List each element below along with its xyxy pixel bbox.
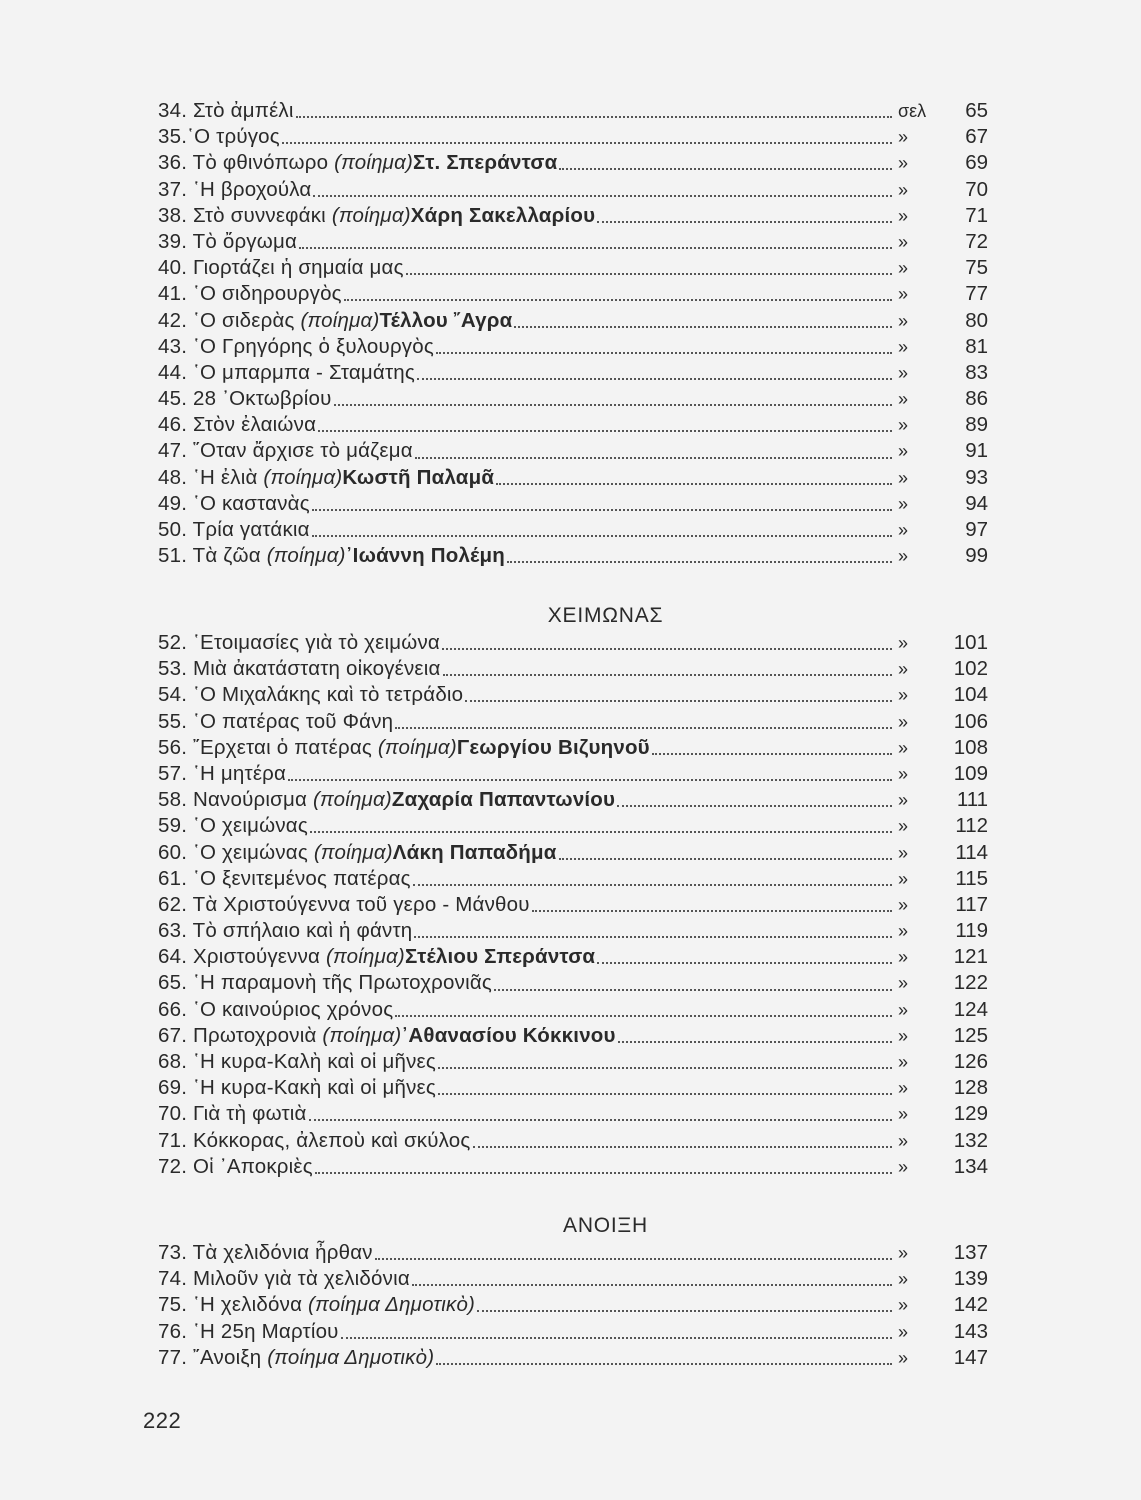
entry-title bbox=[158, 892, 530, 918]
dot-leader bbox=[465, 700, 892, 702]
entry-title-text: 39. Τὸ ὄργωμα bbox=[158, 229, 298, 253]
entry-author: Κωστῆ Παλαμᾶ bbox=[342, 465, 495, 489]
entry-page-number: 93 bbox=[965, 465, 988, 489]
dot-leader bbox=[597, 962, 892, 964]
toc-entry bbox=[158, 787, 988, 813]
entry-title bbox=[158, 682, 463, 708]
dot-leader bbox=[413, 884, 892, 886]
page-marker: » bbox=[898, 520, 909, 540]
toc-entry bbox=[158, 1240, 988, 1266]
entry-title bbox=[158, 150, 557, 176]
toc-entry bbox=[158, 761, 988, 787]
toc-entry bbox=[158, 386, 988, 412]
entry-title bbox=[158, 491, 310, 517]
entry-genre: (ποίημα) bbox=[263, 465, 343, 489]
dot-leader bbox=[532, 910, 892, 912]
entry-title-text: 54. ῾Ο Μιχαλάκης καὶ τὸ τετράδιο bbox=[158, 683, 464, 707]
entry-title bbox=[158, 1023, 616, 1049]
entry-page-number: 139 bbox=[953, 1267, 988, 1291]
section-title-winter: ΧΕΙΜΩΝΑΣ bbox=[547, 604, 664, 627]
dot-leader bbox=[617, 805, 892, 807]
dot-leader bbox=[334, 404, 892, 406]
dot-leader bbox=[414, 936, 892, 938]
dot-leader bbox=[477, 1310, 892, 1312]
toc-entry bbox=[158, 656, 988, 682]
entry-title-text: 64. Χριστούγεννα bbox=[158, 945, 326, 969]
page-marker: » bbox=[898, 1104, 909, 1125]
entry-title bbox=[158, 1292, 475, 1318]
entry-author: Χάρη Σακελλαρίου bbox=[410, 203, 596, 227]
toc-entry bbox=[158, 360, 988, 386]
entry-title bbox=[158, 1128, 471, 1154]
toc-entry bbox=[158, 918, 988, 944]
entry-page-number: 80 bbox=[965, 308, 988, 332]
entry-title-text: 49. ῾Ο καστανὰς bbox=[158, 491, 310, 515]
entry-page-number: 126 bbox=[953, 1050, 988, 1073]
page-marker: » bbox=[898, 868, 909, 889]
dot-leader bbox=[507, 561, 892, 563]
entry-genre: (ποίημα) bbox=[377, 735, 457, 759]
entry-title-text: 59. ῾Ο χειμώνας bbox=[158, 814, 308, 838]
entry-page-number: 134 bbox=[953, 1154, 988, 1178]
entry-page-number: 104 bbox=[953, 683, 988, 707]
entry-title-text: 38. Στὸ συννεφάκι bbox=[158, 203, 332, 227]
entry-page-number: 111 bbox=[956, 788, 988, 812]
toc-entry bbox=[158, 229, 988, 255]
entry-title-text: 37. ῾Η βροχούλα bbox=[158, 177, 312, 201]
dot-leader bbox=[395, 1015, 892, 1017]
toc-entry bbox=[158, 630, 988, 656]
entry-title bbox=[158, 735, 650, 761]
toc-entry bbox=[158, 150, 988, 176]
entry-title-text: 57. ῾Η μητέρα bbox=[158, 761, 287, 785]
entry-title bbox=[158, 124, 280, 150]
entry-title-text: 77. ῎Ανοιξη bbox=[158, 1345, 268, 1369]
toc-entry bbox=[158, 1049, 988, 1075]
entry-page-number: 89 bbox=[965, 413, 988, 437]
page-marker: » bbox=[898, 1078, 909, 1099]
entry-page-number: 94 bbox=[965, 491, 988, 515]
entry-title-text: 72. Οἱ ᾽Αποκριὲς bbox=[158, 1154, 313, 1178]
entry-genre: (ποίημα Δημοτικὸ) bbox=[267, 1345, 435, 1369]
dot-leader bbox=[310, 831, 892, 833]
page-marker: » bbox=[898, 362, 909, 383]
toc-entry bbox=[158, 813, 988, 839]
entry-title bbox=[158, 465, 494, 491]
page-marker: » bbox=[898, 284, 909, 305]
page-marker: » bbox=[898, 1130, 909, 1151]
dot-leader bbox=[559, 168, 892, 170]
entry-title-text: 48. ῾Η ἐλιὰ bbox=[158, 465, 264, 489]
dot-leader bbox=[438, 1067, 892, 1069]
page-marker: » bbox=[898, 1295, 909, 1316]
page-marker: » bbox=[898, 231, 909, 252]
entry-page-number: 128 bbox=[953, 1076, 988, 1100]
dot-leader bbox=[296, 116, 892, 118]
page-marker: » bbox=[898, 127, 909, 148]
dot-leader bbox=[412, 1284, 892, 1286]
toc-entry bbox=[158, 177, 988, 203]
toc-entry bbox=[158, 1128, 988, 1154]
toc-entry bbox=[158, 944, 988, 970]
entry-genre: (ποίημα) bbox=[334, 151, 414, 175]
dot-leader bbox=[496, 483, 892, 485]
entry-title bbox=[158, 970, 492, 996]
page-marker: » bbox=[898, 737, 909, 758]
toc-entry bbox=[158, 709, 988, 735]
toc-entry bbox=[158, 203, 988, 229]
toc-entry bbox=[158, 1154, 988, 1180]
entry-title-text: 71. Κόκκορας, ἀλεποὺ καὶ σκύλος bbox=[158, 1128, 471, 1152]
entry-genre: (ποίημα Δημοτικὸ) bbox=[308, 1293, 476, 1317]
page-marker: » bbox=[898, 1269, 909, 1290]
entry-title-text: 69. ῾Η κυρα-Κακὴ καὶ οἱ μῆνες bbox=[158, 1076, 436, 1100]
entry-title bbox=[158, 1101, 307, 1127]
entry-title bbox=[158, 997, 393, 1023]
entry-author: ᾽Ιωάννη Πολέμη bbox=[345, 544, 505, 568]
entry-genre: (ποίημα) bbox=[322, 1023, 402, 1047]
dot-leader bbox=[309, 1119, 892, 1121]
dot-leader bbox=[442, 648, 892, 650]
entry-title-text: 46. Στὸν ἐλαιώνα bbox=[158, 413, 317, 437]
entry-author: Στέλιου Σπεράντσα bbox=[404, 945, 596, 969]
entry-title-text: 55. ῾Ο πατέρας τοῦ Φάνη bbox=[158, 709, 394, 733]
entry-title-text: 66. ῾Ο καινούριος χρόνος bbox=[158, 997, 394, 1021]
entry-title-text: 61. ῾Ο ξενιτεμένος πατέρας bbox=[158, 866, 411, 890]
entry-title bbox=[158, 918, 412, 944]
entry-page-number: 124 bbox=[953, 997, 988, 1021]
entry-page-number: 65 bbox=[965, 99, 988, 122]
toc-entry bbox=[158, 892, 988, 918]
entry-page-number: 119 bbox=[955, 919, 988, 943]
entry-title-text: 53. Μιὰ ἀκατάστατη οἰκογένεια bbox=[158, 657, 441, 681]
toc-entry bbox=[158, 517, 988, 543]
toc-entry bbox=[158, 124, 988, 150]
dot-leader bbox=[514, 326, 892, 328]
entry-title-text: 35.῾Ο τρύγος bbox=[158, 125, 280, 149]
entry-page-number: 70 bbox=[965, 177, 988, 201]
entry-page-number: 108 bbox=[953, 735, 988, 759]
entry-author: Λάκη Παπαδήμα bbox=[392, 840, 557, 864]
dot-leader bbox=[375, 1258, 892, 1260]
entry-title bbox=[158, 630, 440, 656]
page-marker: » bbox=[898, 842, 909, 863]
entry-title bbox=[158, 517, 310, 543]
entry-title bbox=[158, 308, 512, 334]
entry-page-number: 106 bbox=[953, 709, 988, 733]
page-marker: » bbox=[898, 546, 909, 567]
entry-title-text: 42. ῾Ο σιδερὰς bbox=[158, 308, 301, 332]
entry-genre: (ποίημα) bbox=[331, 203, 411, 227]
toc-entry bbox=[158, 465, 988, 491]
entry-title-text: 47. ῞Οταν ἄρχισε τὸ μάζεμα bbox=[158, 439, 413, 463]
toc-entry bbox=[158, 1101, 988, 1127]
entry-page-number: 97 bbox=[965, 518, 988, 541]
dot-leader bbox=[597, 221, 892, 223]
page-marker: » bbox=[898, 258, 909, 279]
page-marker: » bbox=[898, 415, 909, 436]
entry-title-text: 56. ῎Ερχεται ὁ πατέρας bbox=[158, 735, 378, 759]
entry-title-text: 76. ῾Η 25η Μαρτίου bbox=[158, 1319, 339, 1343]
entry-title bbox=[158, 438, 413, 464]
entry-title bbox=[158, 203, 595, 229]
entry-title bbox=[158, 412, 316, 438]
page-marker: » bbox=[898, 763, 909, 784]
entry-title bbox=[158, 177, 311, 203]
dot-leader bbox=[406, 273, 892, 275]
entry-title-text: 50. Τρία γατάκια bbox=[158, 518, 310, 541]
toc-entry bbox=[158, 491, 988, 517]
entry-title-text: 45. 28 ᾽Οκτωβρίου bbox=[158, 387, 332, 411]
page-marker: » bbox=[898, 493, 909, 514]
entry-page-number: 122 bbox=[953, 971, 988, 995]
dot-leader bbox=[438, 1093, 892, 1095]
page-marker: » bbox=[898, 1156, 909, 1177]
page-marker: » bbox=[898, 441, 909, 462]
dot-leader bbox=[299, 247, 892, 249]
entry-page-number: 99 bbox=[965, 544, 988, 568]
toc-entry bbox=[158, 438, 988, 464]
page-marker: » bbox=[898, 685, 909, 706]
entry-page-number: 102 bbox=[953, 657, 988, 681]
entry-title bbox=[158, 229, 297, 255]
dot-leader bbox=[415, 457, 892, 459]
toc-section-winter bbox=[158, 630, 988, 1180]
entry-title-text: 60. ῾Ο χειμώνας bbox=[158, 840, 314, 864]
dot-leader bbox=[312, 535, 892, 537]
entry-title bbox=[158, 1049, 436, 1075]
entry-page-number: 71 bbox=[965, 203, 988, 227]
entry-author: Γεωργίου Βιζυηνοῦ bbox=[456, 735, 650, 759]
entry-title bbox=[158, 944, 595, 970]
page-marker: » bbox=[898, 205, 909, 226]
dot-leader bbox=[312, 509, 892, 511]
entry-genre: (ποίημα) bbox=[326, 945, 405, 969]
entry-page-number: 132 bbox=[953, 1128, 988, 1152]
entry-title-text: 43. ῾Ο Γρηγόρης ὁ ξυλουργὸς bbox=[158, 334, 434, 358]
page-marker: » bbox=[898, 711, 909, 732]
entry-title-text: 41. ῾Ο σιδηρουργὸς bbox=[158, 282, 342, 306]
entry-page-number: 91 bbox=[965, 439, 988, 463]
entry-title-text: 58. Νανούρισμα bbox=[158, 788, 313, 812]
entry-page-number: 115 bbox=[955, 866, 988, 890]
entry-page-number: 117 bbox=[955, 892, 988, 916]
page-marker: » bbox=[898, 1025, 909, 1046]
toc-entry bbox=[158, 281, 988, 307]
entry-page-number: 69 bbox=[965, 151, 988, 175]
entry-title bbox=[158, 656, 441, 682]
entry-page-number: 77 bbox=[965, 282, 988, 306]
toc-entry bbox=[158, 970, 988, 996]
page-marker: » bbox=[898, 310, 909, 331]
entry-page-number: 125 bbox=[953, 1023, 988, 1047]
entry-title-text: 73. Τὰ χελιδόνια ἦρθαν bbox=[158, 1241, 373, 1264]
dot-leader bbox=[315, 1172, 892, 1174]
entry-page-number: 75 bbox=[965, 256, 988, 280]
entry-title bbox=[158, 98, 294, 124]
dot-leader bbox=[313, 195, 892, 197]
entry-title-text: 75. ῾Η χελιδόνα bbox=[158, 1293, 309, 1317]
entry-title bbox=[158, 360, 415, 386]
entry-title-text: 44. ῾Ο μπαρμπα - Σταμάτης bbox=[158, 360, 415, 384]
entry-page-number: 101 bbox=[953, 631, 988, 654]
dot-leader bbox=[473, 1146, 893, 1148]
entry-title-text: 70. Γιὰ τὴ φωτιὰ bbox=[158, 1102, 307, 1126]
entry-genre: (ποίημα) bbox=[266, 544, 346, 568]
dot-leader bbox=[494, 989, 892, 991]
page-marker: » bbox=[898, 633, 909, 653]
entry-title-text: 52. ῾Ετοιμασίες γιὰ τὸ χειμώνα bbox=[158, 631, 440, 654]
toc-section-spring bbox=[158, 1240, 988, 1371]
entry-title-text: 67. Πρωτοχρονιὰ bbox=[158, 1023, 323, 1047]
entry-title bbox=[158, 386, 332, 412]
dot-leader bbox=[341, 1337, 892, 1339]
dot-leader bbox=[652, 753, 892, 755]
toc-entry bbox=[158, 735, 988, 761]
entry-page-number: 143 bbox=[953, 1319, 988, 1343]
entry-title bbox=[158, 761, 286, 787]
dot-leader bbox=[344, 299, 892, 301]
entry-title bbox=[158, 1240, 373, 1266]
page-marker: » bbox=[898, 790, 909, 811]
entry-title bbox=[158, 281, 342, 307]
page-number: 222 bbox=[143, 1408, 182, 1433]
dot-leader bbox=[436, 352, 892, 354]
toc-entry bbox=[158, 308, 988, 334]
entry-page-number: 121 bbox=[953, 945, 988, 969]
toc-entry bbox=[158, 1319, 988, 1345]
page-marker: » bbox=[898, 894, 909, 915]
page-marker: » bbox=[898, 659, 909, 680]
page-marker: » bbox=[898, 389, 909, 410]
entry-title bbox=[158, 1266, 410, 1292]
toc-entry bbox=[158, 840, 988, 866]
entry-genre: (ποίημα) bbox=[313, 840, 393, 864]
dot-leader bbox=[618, 1041, 892, 1043]
page-marker: » bbox=[898, 947, 909, 968]
dot-leader bbox=[288, 779, 892, 781]
page-marker: » bbox=[898, 973, 909, 994]
entry-title-text: 63. Τὸ σπήλαιο καὶ ἡ φάντη bbox=[158, 919, 413, 943]
dot-leader bbox=[417, 378, 892, 380]
toc-entry bbox=[158, 98, 988, 124]
entry-page-number: 112 bbox=[955, 814, 988, 838]
entry-title-text: 65. ῾Η παραμονὴ τῆς Πρωτοχρονιᾶς bbox=[158, 971, 492, 995]
entry-title-text: 36. Τὸ φθινόπωρο bbox=[158, 151, 335, 175]
section-title-spring: ΑΝΟΙΞΗ bbox=[563, 1214, 648, 1237]
toc-entry bbox=[158, 412, 988, 438]
entry-title bbox=[158, 866, 411, 892]
entry-page-number: 67 bbox=[965, 125, 988, 149]
page-marker: » bbox=[898, 467, 909, 488]
page-marker: » bbox=[898, 1243, 909, 1263]
entry-title bbox=[158, 709, 393, 735]
entry-title bbox=[158, 840, 557, 866]
page-marker: » bbox=[898, 179, 909, 200]
dot-leader bbox=[443, 674, 892, 676]
entry-title bbox=[158, 1075, 436, 1101]
entry-author: Ζαχαρία Παπαντωνίου bbox=[391, 788, 616, 812]
entry-author: Τέλλου ῎Αγρα bbox=[379, 308, 513, 332]
entry-title-text: 51. Τὰ ζῶα bbox=[158, 544, 267, 568]
page-marker: » bbox=[898, 153, 909, 174]
entry-title-text: 62. Τὰ Χριστούγεννα τοῦ γερο - Μάνθου bbox=[158, 892, 530, 916]
page-marker: » bbox=[898, 1321, 909, 1342]
toc-entry bbox=[158, 1075, 988, 1101]
toc-entry bbox=[158, 543, 988, 569]
toc-entry bbox=[158, 866, 988, 892]
page-marker: » bbox=[898, 999, 909, 1020]
toc-entry bbox=[158, 255, 988, 281]
page-marker: » bbox=[898, 1347, 909, 1368]
toc-entry bbox=[158, 1292, 988, 1318]
entry-page-number: 147 bbox=[953, 1345, 988, 1369]
entry-author: Στ. Σπεράντσα bbox=[413, 151, 558, 175]
toc-entry bbox=[158, 1345, 988, 1371]
entry-title bbox=[158, 787, 615, 813]
entry-title-text: 68. ῾Η κυρα-Καλὴ καὶ οἱ μῆνες bbox=[158, 1050, 436, 1073]
entry-title bbox=[158, 813, 308, 839]
page-marker: » bbox=[898, 921, 909, 942]
entry-title bbox=[158, 334, 434, 360]
page-marker: σελ bbox=[898, 101, 927, 121]
entry-title bbox=[158, 255, 404, 281]
entry-page-number: 142 bbox=[953, 1293, 988, 1317]
entry-page-number: 83 bbox=[965, 360, 988, 384]
entry-page-number: 114 bbox=[955, 840, 988, 864]
entry-page-number: 137 bbox=[953, 1241, 988, 1264]
entry-page-number: 109 bbox=[953, 761, 988, 785]
toc-section-autumn bbox=[158, 98, 988, 569]
toc-entry bbox=[158, 682, 988, 708]
entry-genre: (ποίημα) bbox=[312, 788, 392, 812]
entry-title bbox=[158, 1154, 313, 1180]
page-marker: » bbox=[898, 1052, 909, 1072]
toc-entry bbox=[158, 1023, 988, 1049]
entry-page-number: 86 bbox=[965, 387, 988, 411]
toc-entry bbox=[158, 1266, 988, 1292]
entry-page-number: 72 bbox=[965, 229, 988, 253]
page-marker: » bbox=[898, 336, 909, 357]
entry-title-text: 34. Στὸ ἀμπέλι bbox=[158, 99, 294, 122]
toc-entry bbox=[158, 997, 988, 1023]
dot-leader bbox=[318, 430, 892, 432]
entry-title bbox=[158, 1319, 339, 1345]
entry-author: ᾽Αθανασίου Κόκκινου bbox=[401, 1023, 616, 1047]
entry-page-number: 81 bbox=[965, 334, 988, 358]
dot-leader bbox=[282, 142, 892, 144]
dot-leader bbox=[436, 1363, 892, 1365]
entry-title bbox=[158, 543, 505, 569]
page-marker: » bbox=[898, 816, 909, 837]
dot-leader bbox=[559, 858, 892, 860]
entry-title bbox=[158, 1345, 434, 1371]
toc-entry bbox=[158, 334, 988, 360]
dot-leader bbox=[395, 727, 892, 729]
entry-genre: (ποίημα) bbox=[300, 308, 380, 332]
entry-page-number: 129 bbox=[953, 1102, 988, 1126]
entry-title-text: 74. Μιλοῦν γιὰ τὰ χελιδόνια bbox=[158, 1267, 410, 1291]
entry-title-text: 40. Γιορτάζει ἡ σημαία μας bbox=[158, 256, 404, 280]
